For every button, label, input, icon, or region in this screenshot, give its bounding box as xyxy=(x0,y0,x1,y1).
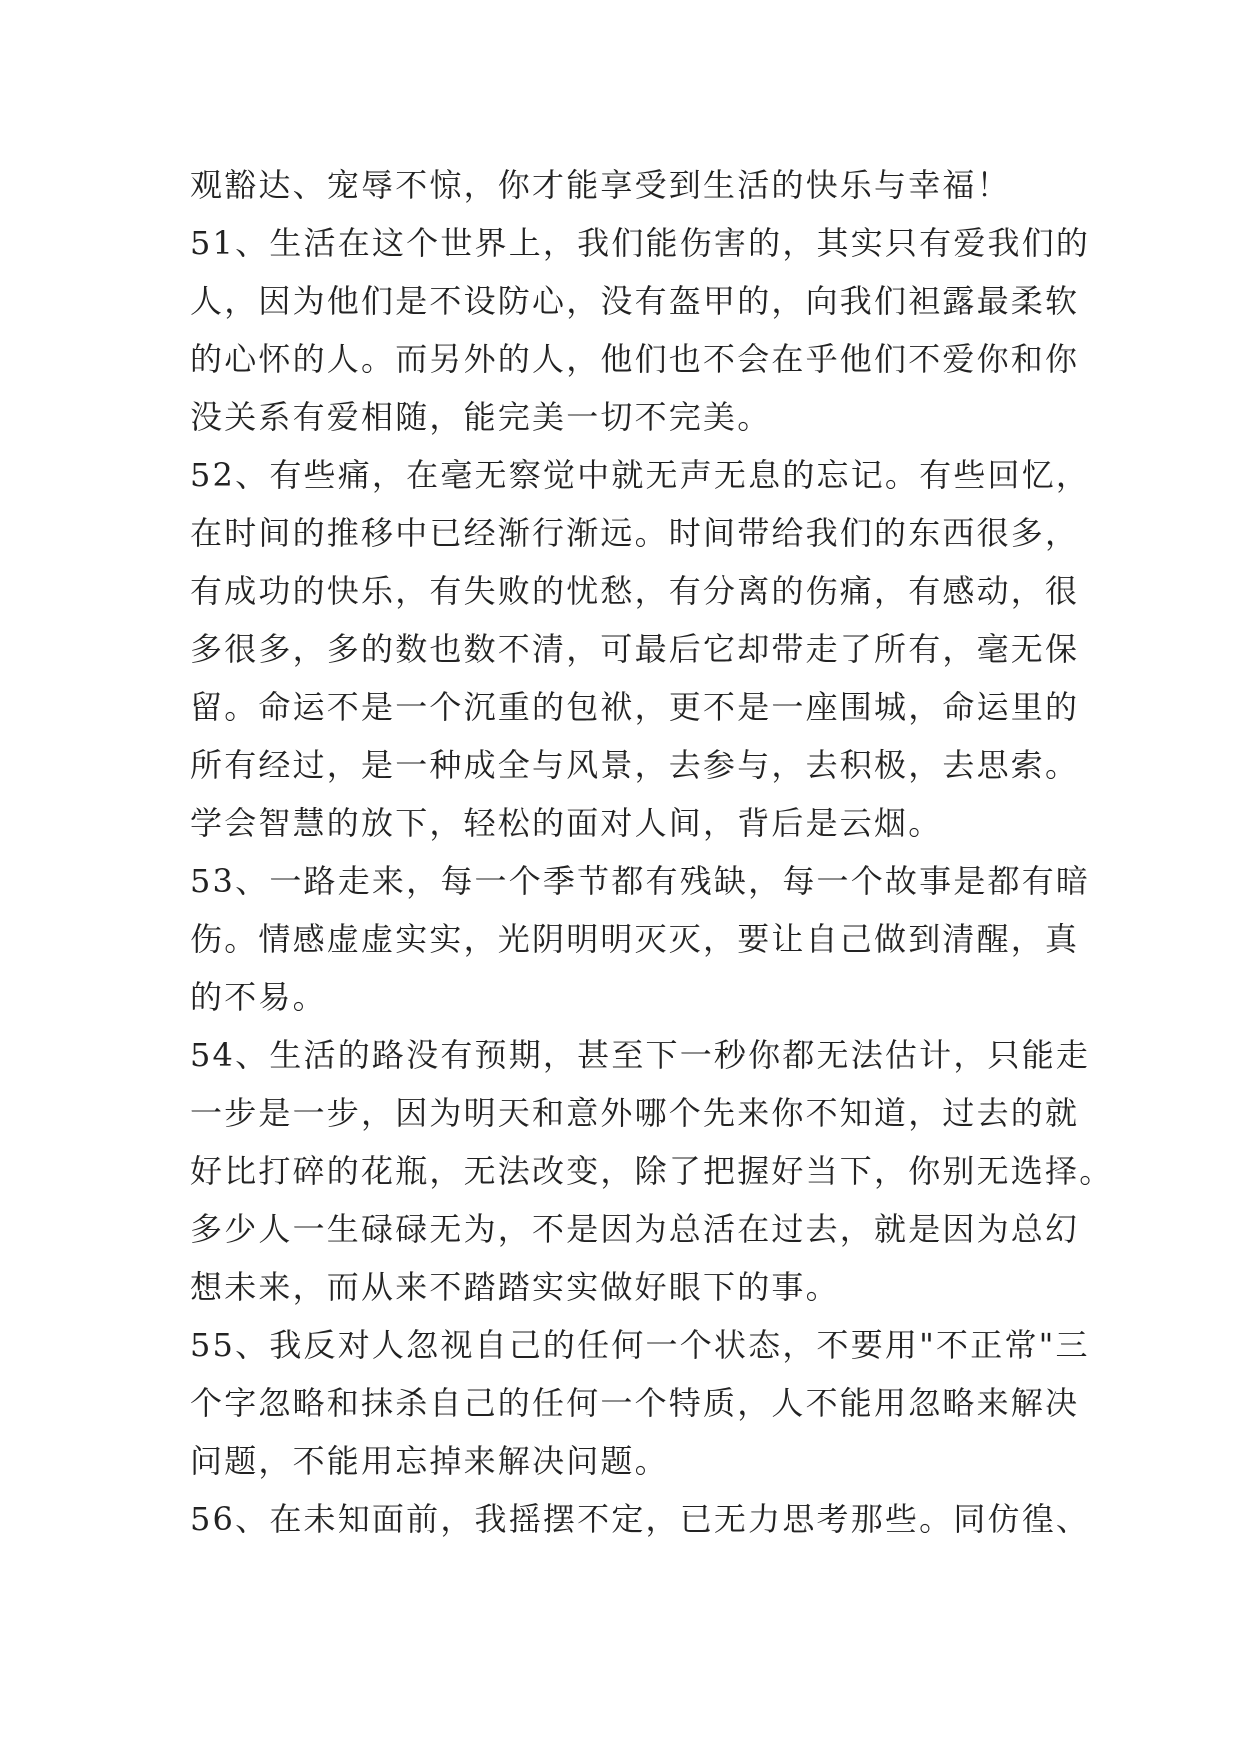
text-line: 有成功的快乐，有失败的忧愁，有分离的伤痛，有感动，很 xyxy=(190,572,1080,610)
text-line: 55、我反对人忽视自己的任何一个状态，不要用"不正常"三 xyxy=(190,1326,1090,1364)
text-line: 学会智慧的放下，轻松的面对人间，背后是云烟。 xyxy=(190,804,943,842)
text-line: 54、生活的路没有预期，甚至下一秒你都无法估计，只能走 xyxy=(190,1036,1091,1074)
text-line: 的心怀的人。而另外的人，他们也不会在乎他们不爱你和你 xyxy=(190,340,1080,378)
text-line: 好比打碎的花瓶，无法改变，除了把握好当下，你别无选择。 xyxy=(190,1152,1114,1190)
text-line: 伤。情感虚虚实实，光阴明明灭灭，要让自己做到清醒，真 xyxy=(190,920,1080,958)
text-line: 多很多，多的数也数不清，可最后它却带走了所有，毫无保 xyxy=(190,630,1080,668)
text-line: 个字忽略和抹杀自己的任何一个特质，人不能用忽略来解决 xyxy=(190,1384,1080,1422)
text-line: 留。命运不是一个沉重的包袱，更不是一座围城，命运里的 xyxy=(190,688,1080,726)
text-line: 多少人一生碌碌无为，不是因为总活在过去，就是因为总幻 xyxy=(190,1210,1080,1248)
body-text xyxy=(190,156,1114,1548)
text-line: 52、有些痛，在毫无察觉中就无声无息的忘记。有些回忆， xyxy=(190,456,1091,494)
text-line: 所有经过，是一种成全与风景，去参与，去积极，去思索。 xyxy=(190,746,1080,784)
text-line: 56、在未知面前，我摇摆不定，已无力思考那些。同仿徨、 xyxy=(190,1500,1091,1538)
text-line: 观豁达、宠辱不惊，你才能享受到生活的快乐与幸福！ xyxy=(190,166,1011,204)
text-line: 问题，不能用忘掉来解决问题。 xyxy=(190,1442,669,1480)
text-line: 53、一路走来，每一个季节都有残缺，每一个故事是都有暗 xyxy=(190,862,1091,900)
text-line: 人，因为他们是不设防心，没有盔甲的，向我们袒露最柔软 xyxy=(190,282,1080,320)
text-line: 想未来，而从来不踏踏实实做好眼下的事。 xyxy=(190,1268,840,1306)
text-line: 在时间的推移中已经渐行渐远。时间带给我们的东西很多， xyxy=(190,514,1080,552)
text-line: 51、生活在这个世界上，我们能伤害的，其实只有爱我们的 xyxy=(190,224,1091,262)
text-line: 的不易。 xyxy=(190,978,327,1016)
text-line: 一步是一步，因为明天和意外哪个先来你不知道，过去的就 xyxy=(190,1094,1080,1132)
text-line: 没关系有爱相随，能完美一切不完美。 xyxy=(190,398,772,436)
